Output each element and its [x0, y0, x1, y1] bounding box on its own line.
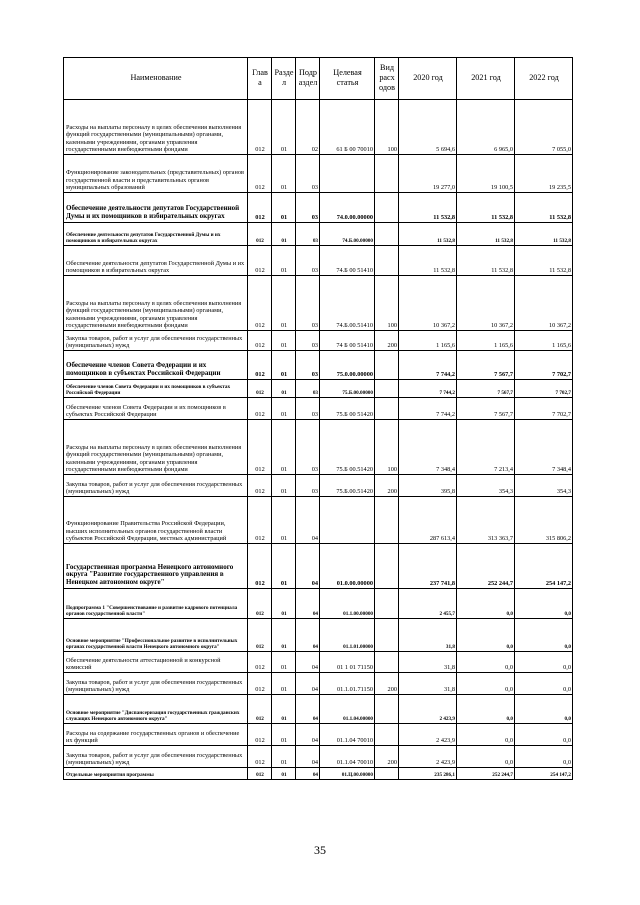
row-name: Обеспечение деятельности депутатов Государственной Думы и их помощников в избирательных округах — [64, 193, 248, 223]
row-expense-type — [375, 398, 399, 420]
row-value-2022: 0,0 — [515, 589, 573, 619]
row-glava: 012 — [248, 100, 272, 155]
row-value-2020: 1 165,6 — [399, 331, 457, 351]
row-razdel: 01 — [272, 746, 296, 768]
row-podrazdel: 03 — [296, 331, 320, 351]
row-article: 01.1.04 70010 — [320, 724, 375, 746]
row-value-2021: 0,0 — [457, 724, 515, 746]
header-razdel: Разде л — [272, 58, 296, 100]
row-value-2021: 19 100,5 — [457, 155, 515, 193]
row-glava: 012 — [248, 223, 272, 246]
row-value-2020: 11 532,8 — [399, 193, 457, 223]
row-expense-type: 200 — [375, 673, 399, 695]
row-value-2020: 5 694,6 — [399, 100, 457, 155]
row-value-2020: 7 744,2 — [399, 351, 457, 380]
row-podrazdel: 04 — [296, 724, 320, 746]
row-name: Обеспечение членов Совета Федерации и их помощников в субъектах Российской Федерации — [64, 398, 248, 420]
row-value-2022: 0,0 — [515, 724, 573, 746]
row-name: Закупка товаров, работ и услуг для обеспечения государственных (муниципальных) нужд — [64, 475, 248, 497]
row-value-2020: 11 532,8 — [399, 223, 457, 246]
header-expense-type: Вид расх одов — [375, 58, 399, 100]
row-expense-type — [375, 155, 399, 193]
row-article: 75.Б.00.00000 — [320, 380, 375, 398]
row-value-2021: 0,0 — [457, 652, 515, 673]
row-value-2020: 2 423,9 — [399, 695, 457, 724]
header-name: Наименование — [64, 58, 248, 100]
table-row — [64, 331, 573, 351]
row-value-2022: 11 532,8 — [515, 223, 573, 246]
row-value-2020: 2 423,9 — [399, 746, 457, 768]
row-podrazdel: 02 — [296, 100, 320, 155]
row-glava: 012 — [248, 652, 272, 673]
row-value-2020: 2 455,7 — [399, 589, 457, 619]
row-razdel: 01 — [272, 223, 296, 246]
row-value-2022: 0,0 — [515, 619, 573, 652]
row-value-2020: 7 348,4 — [399, 420, 457, 475]
row-glava: 012 — [248, 155, 272, 193]
row-podrazdel: 03 — [296, 420, 320, 475]
table-row — [64, 380, 573, 398]
row-podrazdel: 03 — [296, 223, 320, 246]
row-value-2020: 31,8 — [399, 619, 457, 652]
row-name: Закупка товаров, работ и услуг для обеспечения государственных (муниципальных) нужд — [64, 746, 248, 768]
row-name: Отдельные мероприятия программы — [64, 768, 248, 780]
row-razdel: 01 — [272, 351, 296, 380]
row-value-2022: 7 055,0 — [515, 100, 573, 155]
row-name: Обеспечение деятельности депутатов Государственной Думы и их помощников в избирательных округах — [64, 223, 248, 246]
row-glava: 012 — [248, 420, 272, 475]
row-expense-type — [375, 380, 399, 398]
row-glava: 012 — [248, 331, 272, 351]
table-row — [64, 223, 573, 246]
row-expense-type: 100 — [375, 420, 399, 475]
row-article: 01.Ц.00.00000 — [320, 768, 375, 780]
row-name: Расходы на выплаты персоналу в целях обеспечения выполнения функций государственными (муниципальными) органами, казенными учреждениями, органами управления государственными внебюджетными фондами — [64, 420, 248, 475]
row-razdel: 01 — [272, 398, 296, 420]
row-value-2020: 10 367,2 — [399, 276, 457, 331]
table-row — [64, 155, 573, 193]
row-value-2022: 19 235,5 — [515, 155, 573, 193]
row-value-2021: 0,0 — [457, 619, 515, 652]
header-podrazdel: Подр аздел — [296, 58, 320, 100]
row-value-2022: 1 165,6 — [515, 331, 573, 351]
page-number: 35 — [314, 843, 326, 857]
row-value-2020: 2 423,9 — [399, 724, 457, 746]
row-name: Обеспечение деятельности аттестационной и конкурсной комиссий — [64, 652, 248, 673]
table-row — [64, 724, 573, 746]
table-row — [64, 246, 573, 276]
row-name: Государственная программа Ненецкого автономного округа "Развитие государственного управления в Ненецком автономном округе" — [64, 544, 248, 589]
row-value-2021: 252 244,7 — [457, 544, 515, 589]
row-podrazdel: 04 — [296, 746, 320, 768]
row-glava: 012 — [248, 497, 272, 544]
row-razdel: 01 — [272, 724, 296, 746]
row-expense-type — [375, 223, 399, 246]
row-podrazdel: 03 — [296, 155, 320, 193]
row-razdel: 01 — [272, 497, 296, 544]
row-value-2020: 11 532,8 — [399, 246, 457, 276]
row-value-2021: 354,3 — [457, 475, 515, 497]
table-row — [64, 695, 573, 724]
table-row — [64, 193, 573, 223]
row-expense-type: 200 — [375, 475, 399, 497]
row-podrazdel: 04 — [296, 544, 320, 589]
table-row — [64, 589, 573, 619]
row-podrazdel: 03 — [296, 475, 320, 497]
row-value-2021: 7 567,7 — [457, 351, 515, 380]
row-glava: 012 — [248, 695, 272, 724]
row-article: 01.1.04 70010 — [320, 746, 375, 768]
row-razdel: 01 — [272, 420, 296, 475]
row-glava: 012 — [248, 475, 272, 497]
row-article: 75.Б 00.51420 — [320, 420, 375, 475]
row-podrazdel: 04 — [296, 695, 320, 724]
row-glava: 012 — [248, 619, 272, 652]
row-razdel: 01 — [272, 380, 296, 398]
row-podrazdel: 03 — [296, 193, 320, 223]
row-name: Функционирование Правительства Российской Федерации, высших исполнительных органов государственной власти субъектов Российской Федерации, местных администраций — [64, 497, 248, 544]
row-expense-type — [375, 768, 399, 780]
budget-table — [63, 57, 573, 780]
row-razdel: 01 — [272, 768, 296, 780]
row-expense-type — [375, 589, 399, 619]
row-value-2020: 19 277,0 — [399, 155, 457, 193]
row-value-2020: 235 286,1 — [399, 768, 457, 780]
row-value-2022: 7 702,7 — [515, 351, 573, 380]
row-expense-type: 100 — [375, 276, 399, 331]
row-value-2022: 7 702,7 — [515, 398, 573, 420]
row-glava: 012 — [248, 276, 272, 331]
table-row — [64, 619, 573, 652]
row-expense-type: 200 — [375, 331, 399, 351]
row-value-2021: 11 532,8 — [457, 223, 515, 246]
row-value-2021: 252 244,7 — [457, 768, 515, 780]
row-expense-type — [375, 193, 399, 223]
row-value-2020: 287 613,4 — [399, 497, 457, 544]
row-value-2022: 7 348,4 — [515, 420, 573, 475]
table-body — [64, 100, 573, 780]
row-value-2021: 10 367,2 — [457, 276, 515, 331]
row-name: Обеспечение членов Совета Федерации и их помощников в субъектах Российской Федерации — [64, 351, 248, 380]
row-razdel: 01 — [272, 331, 296, 351]
row-glava: 012 — [248, 724, 272, 746]
row-value-2021: 7 567,7 — [457, 380, 515, 398]
row-value-2022: 7 702,7 — [515, 380, 573, 398]
row-value-2021: 0,0 — [457, 746, 515, 768]
table-row — [64, 768, 573, 780]
row-podrazdel: 04 — [296, 497, 320, 544]
row-podrazdel: 04 — [296, 652, 320, 673]
row-glava: 012 — [248, 589, 272, 619]
row-article: 01 1 01 71150 — [320, 652, 375, 673]
row-name: Закупка товаров, работ и услуг для обеспечения государственных (муниципальных) нужд — [64, 331, 248, 351]
row-article: 01.0.00.00000 — [320, 544, 375, 589]
table-row — [64, 276, 573, 331]
row-glava: 012 — [248, 193, 272, 223]
row-value-2021: 11 532,8 — [457, 246, 515, 276]
table-row — [64, 652, 573, 673]
table-row — [64, 497, 573, 544]
row-value-2022: 0,0 — [515, 746, 573, 768]
row-expense-type: 200 — [375, 746, 399, 768]
row-glava: 012 — [248, 673, 272, 695]
row-value-2021: 6 965,0 — [457, 100, 515, 155]
header-2022: 2022 год — [515, 58, 573, 100]
row-expense-type — [375, 652, 399, 673]
row-podrazdel: 04 — [296, 673, 320, 695]
row-value-2020: 31,8 — [399, 652, 457, 673]
row-expense-type — [375, 619, 399, 652]
row-value-2022: 0,0 — [515, 695, 573, 724]
row-name: Подпрограмма 1 "Совершенствование и развитие кадрового потенциала органов государственной власти" — [64, 589, 248, 619]
row-value-2021: 7 567,7 — [457, 398, 515, 420]
row-razdel: 01 — [272, 589, 296, 619]
row-expense-type — [375, 351, 399, 380]
table-row — [64, 351, 573, 380]
table-row — [64, 398, 573, 420]
row-article: 61 Б 00 70010 — [320, 100, 375, 155]
row-podrazdel: 04 — [296, 589, 320, 619]
row-razdel: 01 — [272, 276, 296, 331]
row-article: 01.1.00.00000 — [320, 589, 375, 619]
row-value-2022: 315 806,2 — [515, 497, 573, 544]
row-article: 74.0.00.00000 — [320, 193, 375, 223]
row-glava: 012 — [248, 398, 272, 420]
row-podrazdel: 03 — [296, 398, 320, 420]
row-article — [320, 497, 375, 544]
row-glava: 012 — [248, 544, 272, 589]
row-article: 74.Б 00 51410 — [320, 246, 375, 276]
header-article: Целевая статья — [320, 58, 375, 100]
row-razdel: 01 — [272, 155, 296, 193]
row-article: 01.1.04.00000 — [320, 695, 375, 724]
row-expense-type — [375, 724, 399, 746]
row-podrazdel: 04 — [296, 768, 320, 780]
row-article: 01.1.01.00000 — [320, 619, 375, 652]
row-name: Расходы на выплаты персоналу в целях обеспечения выполнения функций государственными (муниципальными) органами, казенными учреждениями, органами управления государственными внебюджетными фондами — [64, 276, 248, 331]
row-article: 75.Б.00.51420 — [320, 475, 375, 497]
row-expense-type — [375, 246, 399, 276]
row-value-2022: 11 532,8 — [515, 193, 573, 223]
row-name: Расходы на содержание государственных органов и обеспечение их функций — [64, 724, 248, 746]
row-podrazdel: 03 — [296, 276, 320, 331]
row-razdel: 01 — [272, 246, 296, 276]
row-name: Основное мероприятие "Диспансеризация государственных гражданских служащих Ненецкого автономного округа" — [64, 695, 248, 724]
row-value-2022: 0,0 — [515, 673, 573, 695]
row-article: 74.Б.00.00000 — [320, 223, 375, 246]
row-name: Обеспечение членов Совета Федерации и их помощников в субъектах Российской Федерации — [64, 380, 248, 398]
row-article — [320, 155, 375, 193]
row-razdel: 01 — [272, 652, 296, 673]
header-2020: 2020 год — [399, 58, 457, 100]
row-razdel: 01 — [272, 193, 296, 223]
row-glava: 012 — [248, 246, 272, 276]
row-article: 74 Б 00 51410 — [320, 331, 375, 351]
row-razdel: 01 — [272, 673, 296, 695]
row-value-2022: 10 367,2 — [515, 276, 573, 331]
row-expense-type: 100 — [375, 100, 399, 155]
row-podrazdel: 04 — [296, 619, 320, 652]
row-value-2020: 395,8 — [399, 475, 457, 497]
budget-table-container — [63, 57, 572, 780]
row-value-2020: 7 744,2 — [399, 380, 457, 398]
row-article: 74.Б.00.51410 — [320, 276, 375, 331]
row-value-2022: 11 532,8 — [515, 246, 573, 276]
row-value-2021: 11 532,8 — [457, 193, 515, 223]
row-glava: 012 — [248, 746, 272, 768]
row-value-2022: 254 147,2 — [515, 544, 573, 589]
row-value-2021: 7 213,4 — [457, 420, 515, 475]
row-glava: 012 — [248, 351, 272, 380]
row-expense-type — [375, 695, 399, 724]
row-article: 01.1.01.71150 — [320, 673, 375, 695]
row-glava: 012 — [248, 768, 272, 780]
header-2021: 2021 год — [457, 58, 515, 100]
row-razdel: 01 — [272, 544, 296, 589]
row-value-2021: 0,0 — [457, 589, 515, 619]
row-razdel: 01 — [272, 100, 296, 155]
header-glava: Глав а — [248, 58, 272, 100]
row-razdel: 01 — [272, 695, 296, 724]
row-name: Функционирование законодательных (представительных) органов государственной власти и представительных органов муниципальных образований — [64, 155, 248, 193]
row-podrazdel: 03 — [296, 246, 320, 276]
row-value-2022: 354,3 — [515, 475, 573, 497]
table-row — [64, 673, 573, 695]
row-glava: 012 — [248, 380, 272, 398]
row-name: Закупка товаров, работ и услуг для обеспечения государственных (муниципальных) нужд — [64, 673, 248, 695]
row-podrazdel: 03 — [296, 351, 320, 380]
table-row — [64, 746, 573, 768]
row-article: 75.0.00.00000 — [320, 351, 375, 380]
row-podrazdel: 03 — [296, 380, 320, 398]
table-row — [64, 420, 573, 475]
row-value-2021: 0,0 — [457, 695, 515, 724]
row-value-2022: 254 147,2 — [515, 768, 573, 780]
row-value-2020: 31,8 — [399, 673, 457, 695]
row-razdel: 01 — [272, 619, 296, 652]
row-expense-type — [375, 497, 399, 544]
row-value-2022: 0,0 — [515, 652, 573, 673]
row-value-2021: 0,0 — [457, 673, 515, 695]
table-row — [64, 544, 573, 589]
row-expense-type — [375, 544, 399, 589]
row-name: Основное мероприятие "Профессиональное развитие в исполнительных органах государственной власти Ненецкого автономного округа" — [64, 619, 248, 652]
row-value-2021: 1 165,6 — [457, 331, 515, 351]
row-value-2021: 313 363,7 — [457, 497, 515, 544]
row-name: Расходы на выплаты персоналу в целях обеспечения выполнения функций государственными (муниципальными) органами, казенными учреждениями, органами управления государственными внебюджетными фондами — [64, 100, 248, 155]
row-article: 75.Б 00 51420 — [320, 398, 375, 420]
row-value-2020: 7 744,2 — [399, 398, 457, 420]
row-value-2020: 237 741,8 — [399, 544, 457, 589]
table-row — [64, 475, 573, 497]
row-razdel: 01 — [272, 475, 296, 497]
row-name: Обеспечение деятельности депутатов Государственной Думы и их помощников в избирательных округах — [64, 246, 248, 276]
table-row — [64, 100, 573, 155]
table-header-row — [64, 58, 573, 100]
